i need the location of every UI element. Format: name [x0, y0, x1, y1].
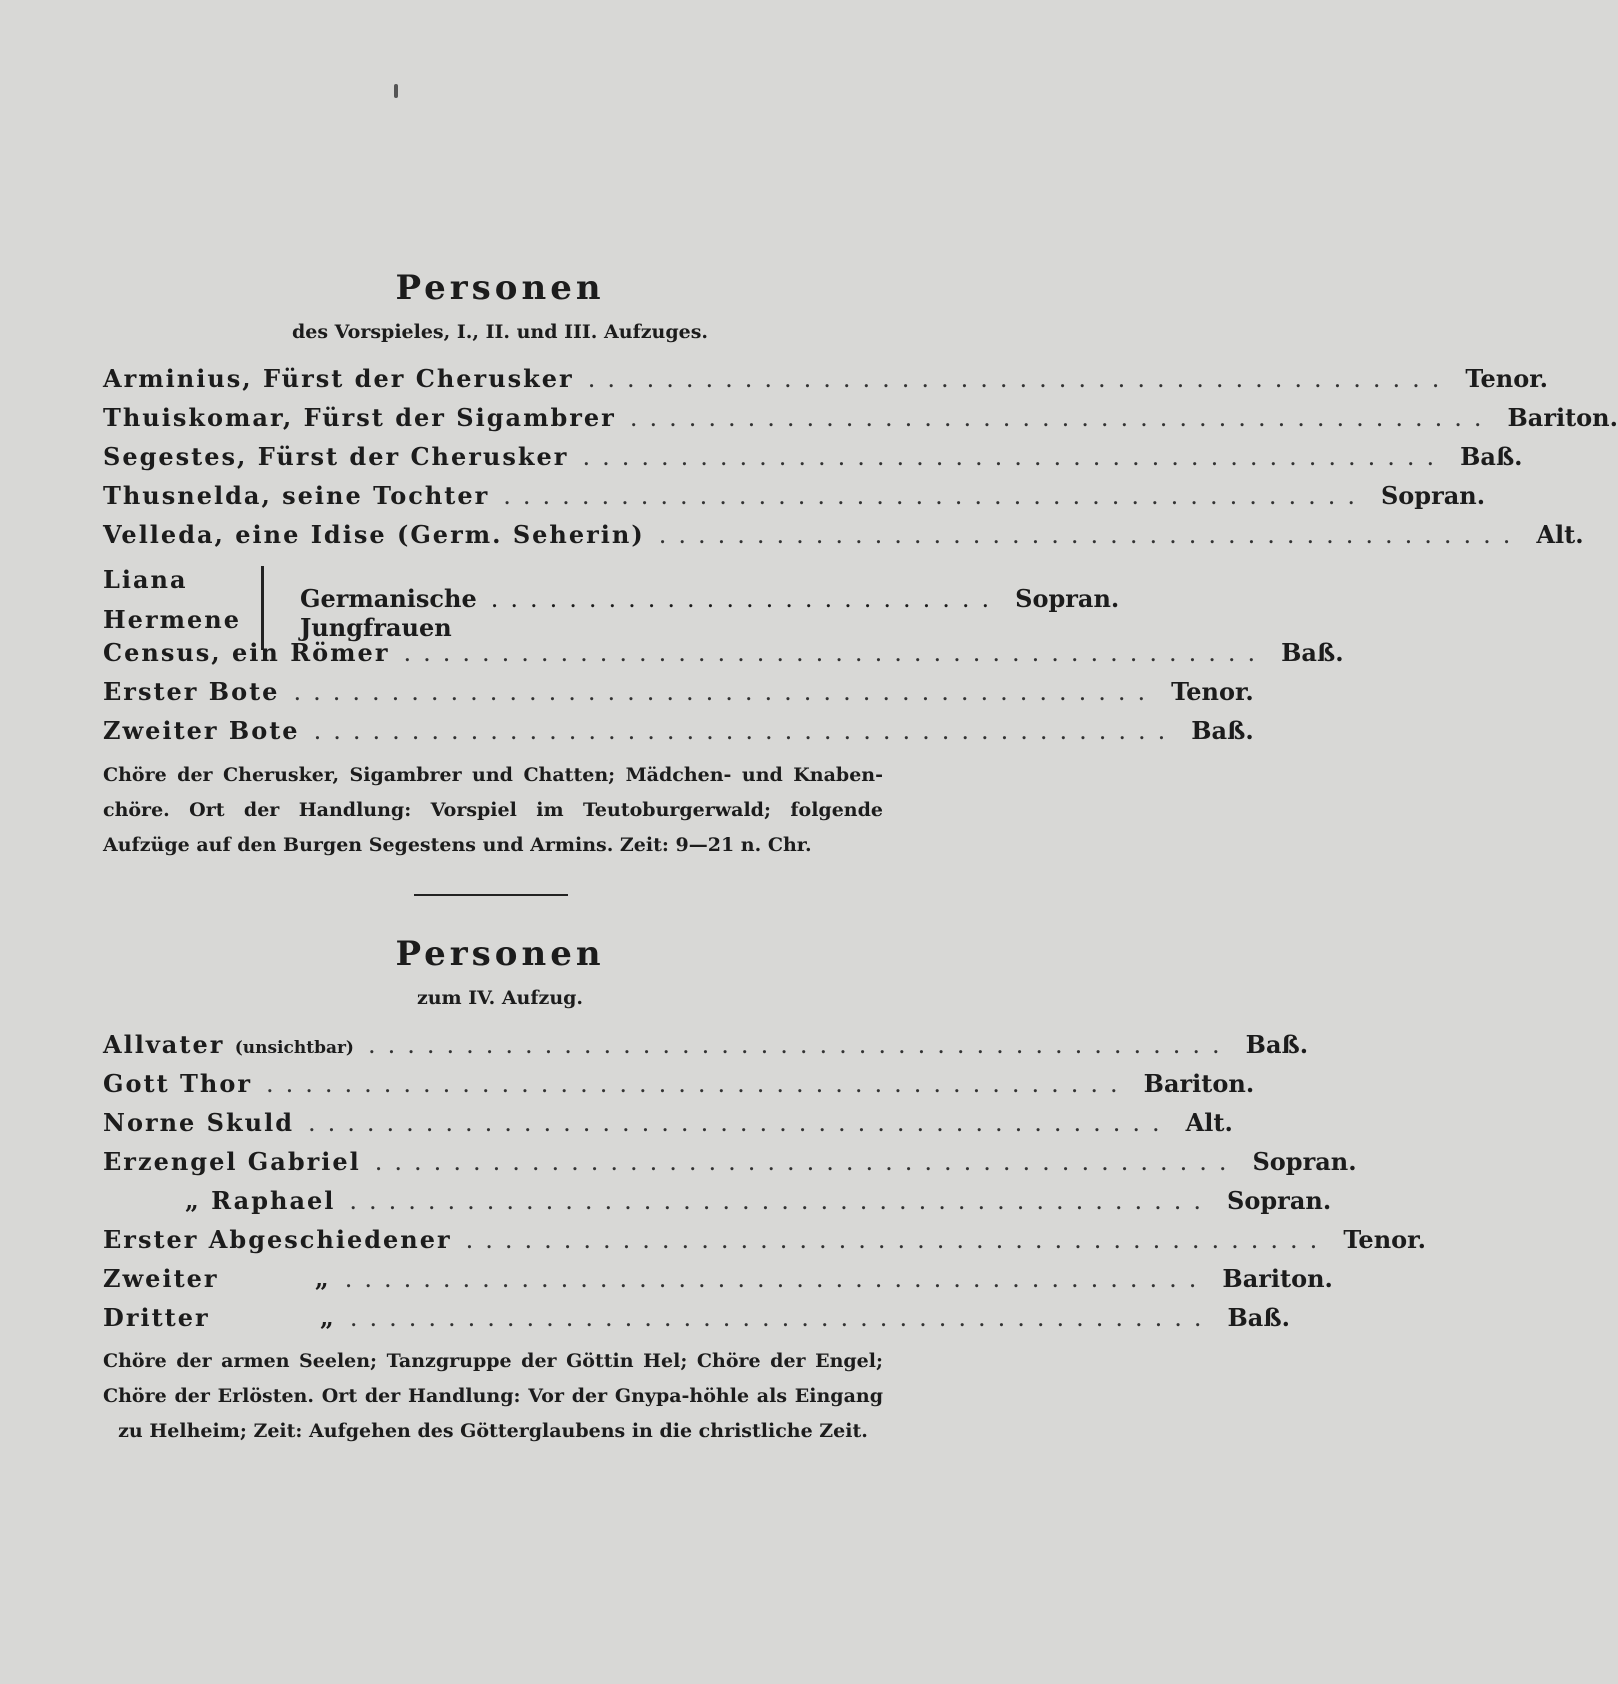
group-voice: Sopran. [1015, 584, 1120, 613]
section1-subheading: des Vorspieles, I., II. und III. Aufzuges. [291, 321, 709, 343]
leader-dots: ............................................ [349, 1304, 1214, 1332]
role-voice: Alt. [1185, 1108, 1233, 1137]
role-name: „ Raphael [185, 1186, 336, 1215]
leader-dots: ............................................ [313, 717, 1178, 745]
role-voice: Sopran. [1252, 1147, 1357, 1176]
group-name: Hermene [103, 605, 241, 634]
leader-dots: ............................................ [349, 1187, 1214, 1215]
leader-dots: ............................................ [344, 1265, 1209, 1293]
leader-dots: ............................................ [367, 1031, 1232, 1059]
section1-heading: Personen [395, 268, 605, 308]
role-row [103, 1069, 1255, 1103]
role-voice: Baß. [1191, 716, 1254, 745]
role-voice: Baß. [1281, 638, 1344, 667]
role-note: (unsichtbar) [234, 1038, 354, 1058]
role-row [103, 716, 1254, 750]
group-names [103, 560, 241, 640]
role-name: Zweiter Bote [103, 716, 300, 745]
leader-dots: ............................................ [503, 482, 1367, 510]
role-name: Thusnelda, seine Tochter [103, 481, 490, 510]
role-name: Norne Skuld [103, 1108, 294, 1137]
role-voice: Alt. [1536, 520, 1584, 549]
section2-heading: Personen [395, 934, 605, 974]
role-voice: Baß. [1245, 1030, 1309, 1059]
role-row [103, 1186, 1332, 1220]
role-voice: Sopran. [1227, 1186, 1332, 1215]
role-name: Allvater (unsichtbar) [103, 1030, 354, 1059]
leader-dots: ............................................ [465, 1226, 1330, 1254]
role-voice: Bariton. [1222, 1264, 1333, 1293]
role-name: Erzengel Gabriel [103, 1147, 361, 1176]
role-voice: Bariton. [1507, 403, 1618, 432]
leader-dots: ............................................ [587, 365, 1452, 393]
group-name: Liana [103, 565, 188, 594]
role-row [103, 403, 1618, 437]
leader-dots: ............................................ [307, 1109, 1172, 1137]
role-name: Erster Abgeschiedener [103, 1225, 452, 1254]
role-row [103, 1108, 1233, 1142]
leader-dots: .......................... [490, 585, 1002, 613]
role-row [103, 1264, 1333, 1298]
role-voice: Sopran. [1380, 481, 1486, 510]
leader-dots: ............................................ [293, 678, 1158, 706]
role-voice: Tenor. [1171, 677, 1254, 706]
role-voice: Bariton. [1143, 1069, 1255, 1098]
role-voice: Tenor. [1343, 1225, 1426, 1254]
role-row [103, 481, 1486, 515]
group-label: Germanische Jungfrauen [300, 584, 477, 642]
section-divider [414, 894, 568, 896]
role-name: Gott Thor [103, 1069, 252, 1098]
leader-dots: ............................................ [629, 404, 1494, 432]
leader-dots: ............................................ [658, 521, 1523, 549]
role-name: Dritter „ [103, 1303, 336, 1332]
role-name: Arminius, Fürst der Cherusker [103, 364, 574, 393]
role-voice: Baß. [1460, 442, 1523, 471]
role-row [103, 677, 1254, 711]
role-row [103, 638, 1344, 672]
role-row [103, 364, 1549, 398]
role-row [103, 442, 1523, 476]
leader-dots: ............................................ [582, 443, 1447, 471]
group-row [300, 584, 1120, 642]
role-name: Segestes, Fürst der Cherusker [103, 442, 569, 471]
role-voice: Baß. [1227, 1303, 1290, 1332]
role-row [103, 520, 1584, 554]
role-row [103, 1225, 1426, 1259]
role-row [103, 1147, 1357, 1181]
role-name: Census, ein Römer [103, 638, 390, 667]
role-name: Velleda, eine Idise (Germ. Seherin) [103, 520, 645, 549]
role-voice: Tenor. [1465, 364, 1549, 393]
leader-dots: ............................................ [374, 1148, 1239, 1176]
role-name: Thuiskomar, Fürst der Sigambrer [103, 403, 616, 432]
role-name: Erster Bote [103, 677, 280, 706]
role-row [103, 1303, 1290, 1337]
leader-dots: ............................................ [266, 1070, 1130, 1098]
section1-note: Chöre der Cherusker, Sigambrer und Chatten; Mädchen- und Knaben-chöre. Ort der Handlung: Vorspiel im Teutoburgerwald; folgende Aufzüge auf den Burgen Segestens und Armins. Zeit: 9—21 n. Chr. [103, 764, 883, 856]
role-name: Zweiter „ [103, 1264, 331, 1293]
role-row [103, 1030, 1309, 1064]
leader-dots: ............................................ [403, 639, 1268, 667]
print-speck [394, 84, 398, 98]
section2-note: Chöre der armen Seelen; Tanzgruppe der Göttin Hel; Chöre der Engel; Chöre der Erlösten. Ort der Handlung: Vor der Gnypa-höhle als Eingang zu Helheim; Zeit: Aufgehen des Götterglaubens in die christliche Zeit. [103, 1350, 883, 1442]
section2-subheading: zum IV. Aufzug. [416, 987, 584, 1009]
